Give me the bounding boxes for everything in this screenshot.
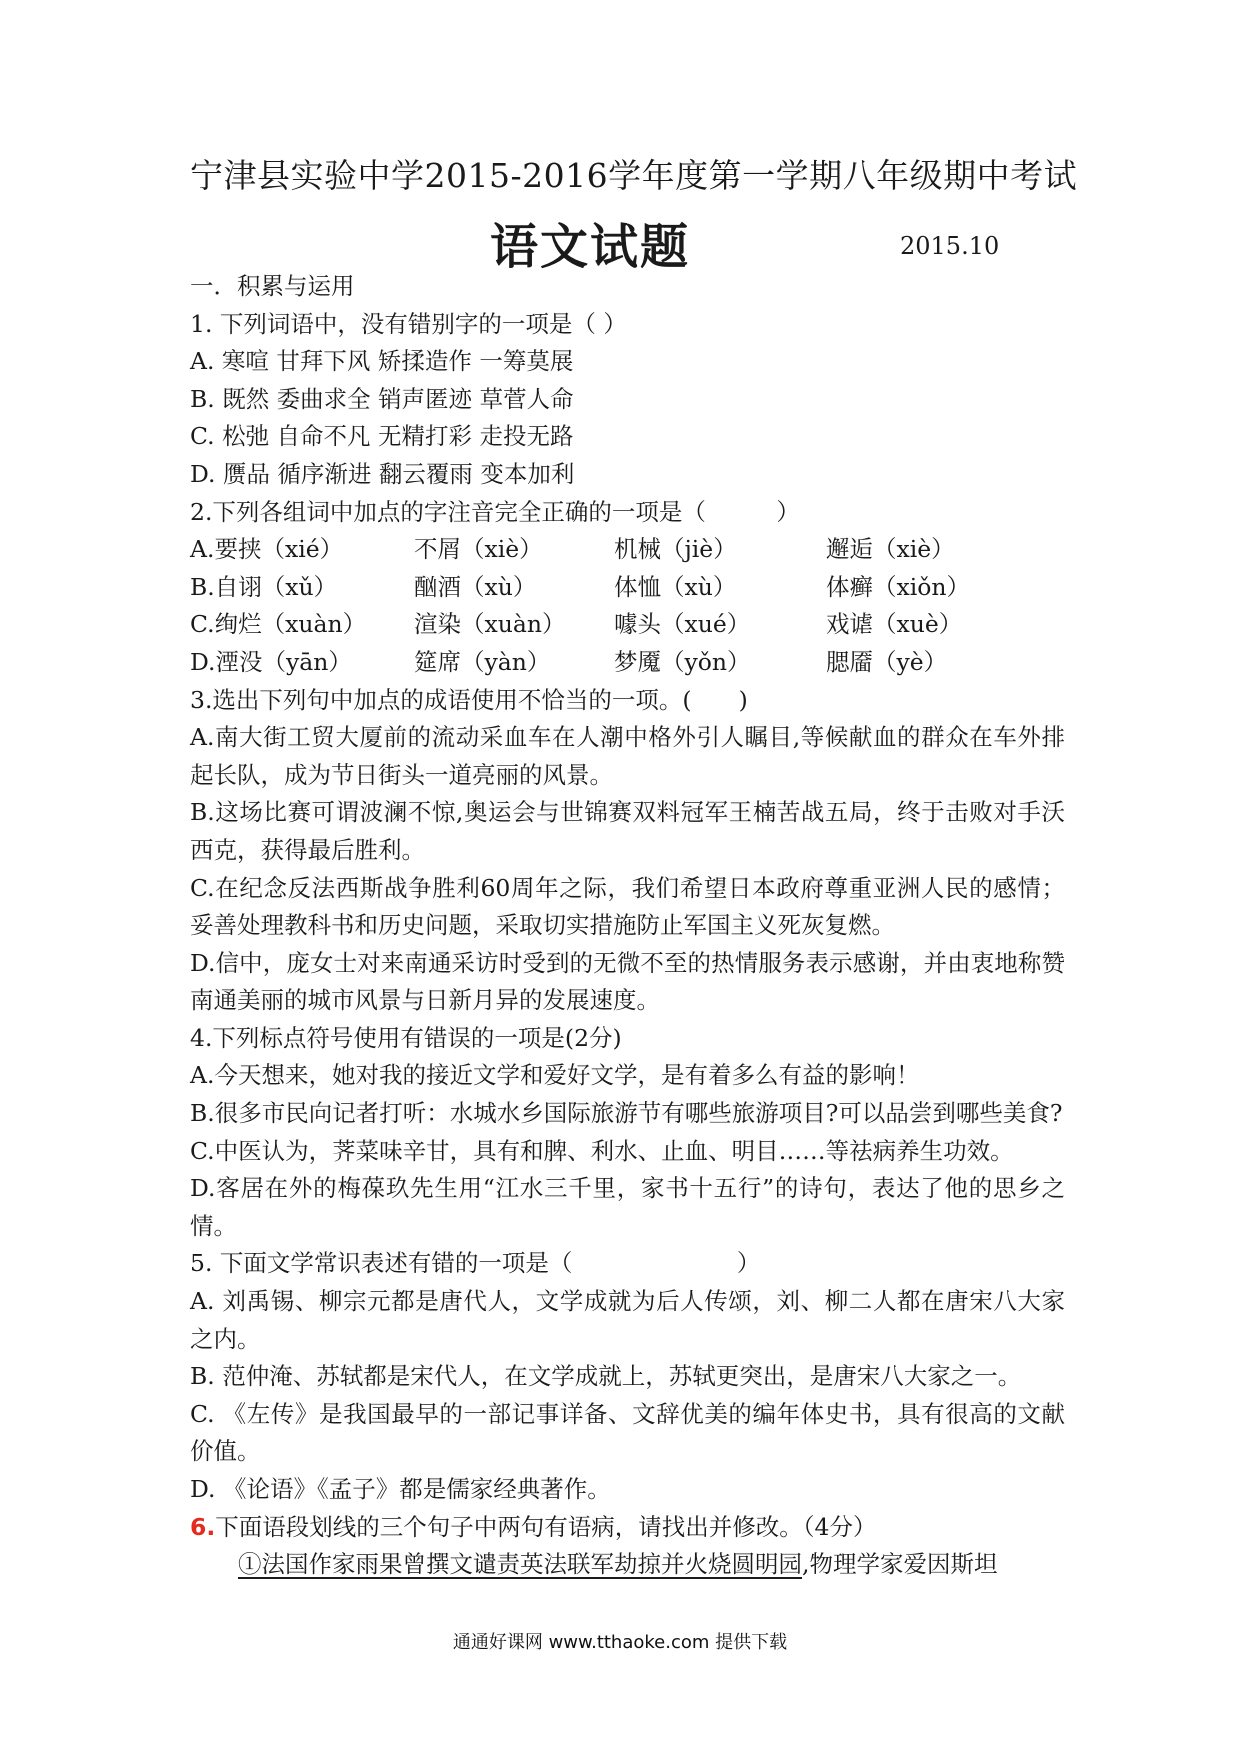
pinyin-item: 噱头（xué） (614, 610, 751, 639)
question-5-option-b: B. 范仲淹、苏轼都是宋代人，在文学成就上，苏轼更突出，是唐宋八大家之一。 (190, 1362, 1022, 1391)
exam-date: 2015.10 (900, 232, 1000, 260)
question-3-option-d: D.信中，庞女士对来南通采访时受到的无微不至的热情服务表示感谢，并由衷地称赞南通美丽的城市风景与日新月异的发展速度。 (190, 948, 1065, 1015)
question-5-option-d: D. 《论语》《孟子》都是儒家经典著作。 (190, 1475, 611, 1503)
section-heading: 一．积累与运用 (190, 272, 355, 300)
underlined-sentence-1: ①法国作家雨果曾撰文谴责英法联军劫掠并火烧圆明园 (238, 1550, 802, 1579)
question-3-stem: 3.选出下列句中加点的成语使用不恰当的一项。( ) (190, 685, 748, 714)
pinyin-item: 邂逅（xiè） (826, 535, 955, 564)
pinyin-item: 不屑（xiè） (414, 535, 543, 564)
question-1-option-d: D. 赝品 循序渐进 翻云覆雨 变本加利 (190, 459, 575, 488)
pinyin-item: 体癣（xiǒn） (826, 572, 971, 601)
pinyin-item: B.自诩（xǔ） (190, 572, 338, 601)
question-6-stem: 下面语段划线的三个句子中两句有语病，请找出并修改。（4分） (215, 1512, 877, 1541)
pinyin-item: 机械（jiè） (614, 535, 737, 564)
question-5-option-a: A. 刘禹锡、柳宗元都是唐代人，文学成就为后人传颂，刘、柳二人都在唐宋八大家之内。 (190, 1287, 1065, 1353)
question-2-stem: 2.下列各组词中加点的字注音完全正确的一项是（ ） (190, 497, 800, 526)
question-3-option-b: B.这场比赛可谓波澜不惊,奥运会与世锦赛双料冠军王楠苦战五局，终于击败对手沃西克，获得最后胜利。 (190, 798, 1065, 864)
pinyin-item: C.绚烂（xuàn） (190, 610, 367, 639)
question-2-option-c (190, 606, 1065, 644)
question-2-option-a (190, 531, 1065, 569)
question-5-stem: 5. 下面文学常识表述有错的一项是（ ） (190, 1249, 761, 1278)
question-3-option-a: A.南大街工贸大厦前的流动采血车在人潮中格外引人瞩目,等候献血的群众在车外排起长队，成为节日街头一道亮丽的风景。 (190, 723, 1065, 789)
pinyin-item: 筵席（yàn） (414, 647, 551, 676)
pinyin-item: 腮靥（yè） (826, 647, 948, 676)
question-2-option-d (190, 644, 1065, 682)
question-2-option-b (190, 569, 1065, 607)
question-6-stem-line (190, 1509, 1065, 1547)
question-5-option-c: C. 《左传》是我国最早的一部记事详备、文辞优美的编年体史书，具有很高的文献价值。 (190, 1399, 1065, 1466)
question-6-number: 6. (190, 1512, 216, 1541)
question-1-option-c: C. 松弛 自命不凡 无精打彩 走投无路 (190, 422, 574, 451)
exam-title: 宁津县实验中学2015-2016学年度第一学期八年级期中考试 (190, 156, 1078, 195)
question-3-option-c: C.在纪念反法西斯战争胜利60周年之际，我们希望日本政府尊重亚洲人民的感情；妥善处理教科书和历史问题，采取切实措施防止军国主义死灰复燃。 (190, 873, 1065, 940)
question-4-option-a: A.今天想来，她对我的接近文学和爱好文学，是有着多么有益的影响！ (190, 1061, 920, 1090)
pinyin-item: 酗酒（xù） (414, 572, 537, 601)
pinyin-item: 梦魇（yǒn） (614, 647, 751, 676)
pinyin-item: 渲染（xuàn） (414, 610, 566, 639)
question-1-option-b: B. 既然 委曲求全 销声匿迹 草菅人命 (190, 384, 574, 413)
exam-subject-title: 语文试题 (490, 219, 691, 275)
pinyin-item: A.要挟（xié） (190, 535, 344, 564)
question-6-passage (190, 1546, 1065, 1584)
question-1-option-a: A. 寒喧 甘拜下风 矫揉造作 一筹莫展 (190, 347, 574, 376)
pinyin-item: 体恤（xù） (614, 572, 737, 601)
exam-body (190, 268, 1065, 1584)
question-1-stem: 1. 下列词语中，没有错别字的一项是（ ） (190, 309, 627, 338)
footer-source: 通通好课网 www.tthaoke.com 提供下载 (452, 1632, 788, 1653)
pinyin-item: 戏谑（xuè） (826, 610, 963, 639)
passage-text: ,物理学家爱因斯坦 (802, 1550, 998, 1579)
question-4-option-c: C.中医认为，荠菜味辛甘，具有和脾、利水、止血、明目……等祛病养生功效。 (190, 1136, 1014, 1165)
question-4-stem: 4.下列标点符号使用有错误的一项是(2分) (190, 1023, 622, 1052)
question-4-option-b: B.很多市民向记者打听：水城水乡国际旅游节有哪些旅游项目?可以品尝到哪些美食? (190, 1099, 1063, 1128)
question-4-option-d: D.客居在外的梅葆玖先生用“江水三千里，家书十五行”的诗句，表达了他的思乡之情。 (190, 1174, 1065, 1240)
pinyin-item: D.湮没（yān） (190, 647, 352, 676)
